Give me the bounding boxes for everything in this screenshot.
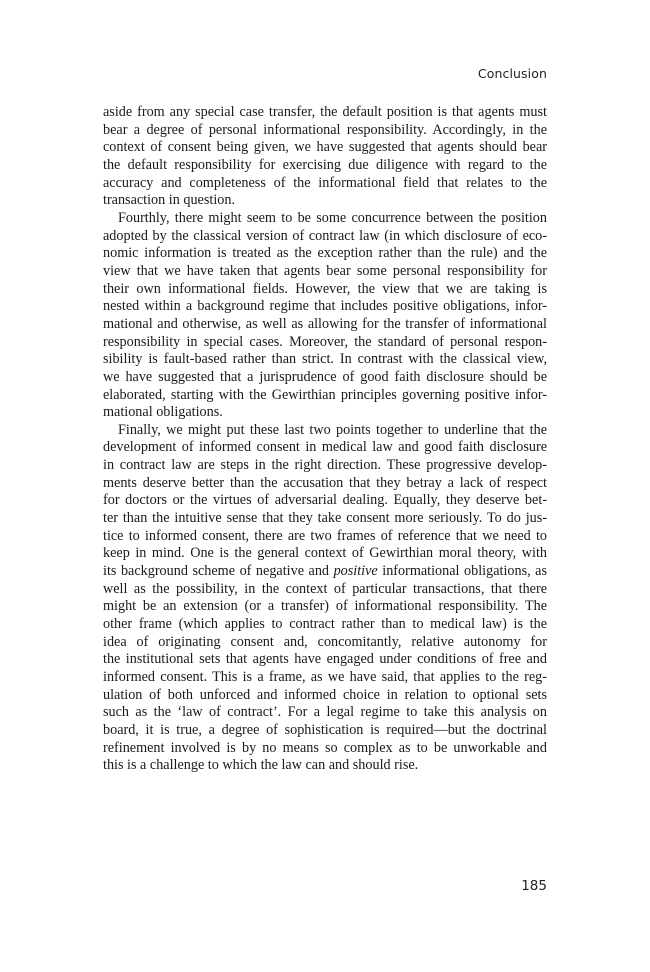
- text-line: might be an extension (or a transfer) of informational responsibility. The: [103, 598, 547, 615]
- text-line: responsibility in special cases. Moreover, the standard of personal respon-: [103, 333, 547, 350]
- text-line: Fourthly, there might seem to be some concurrence between the position: [118, 209, 547, 226]
- text-line: the institutional sets that agents have engaged under conditions of free and: [103, 651, 547, 668]
- paragraph: [103, 422, 547, 775]
- text-line: ulation of both unforced and informed choice in relation to optional sets: [103, 686, 547, 703]
- text-line: transaction in question.: [103, 192, 235, 209]
- text-line: bear a degree of personal informational responsibility. Accordingly, in the: [103, 121, 547, 138]
- text-line: such as the ‘law of contract’. For a legal regime to take this analysis on: [103, 704, 547, 721]
- text-line: nested within a background regime that includes positive obligations, infor-: [103, 298, 547, 315]
- text-line: adopted by the classical version of contract law (in which disclosure of eco-: [103, 227, 547, 244]
- text-line: ter than the intuitive sense that they take consent more seriously. To do jus-: [103, 510, 547, 527]
- text-line: sibility is fault-based rather than strict. In contrast with the classical view,: [103, 351, 547, 368]
- text-line: we have suggested that a jurisprudence of good faith disclosure should be: [103, 368, 547, 385]
- text-line: refinement involved is by no means so complex as to be unworkable and: [103, 739, 547, 756]
- text-line: elaborated, starting with the Gewirthian principles governing positive infor-: [103, 386, 547, 403]
- text-line: for doctors or the virtues of adversarial dealing. Equally, they deserve bet-: [103, 492, 547, 509]
- text-line: keep in mind. One is the general context of Gewirthian moral theory, with: [103, 545, 547, 562]
- text-line: tice to informed consent, there are two frames of reference that we need to: [103, 527, 547, 544]
- text-line: the default responsibility for exercising due diligence with regard to the: [103, 156, 547, 173]
- text-line: aside from any special case transfer, the default position is that agents must: [103, 104, 547, 120]
- text-line: in contract law are steps in the right direction. These progressive develop-: [103, 457, 547, 474]
- text-line: this is a challenge to which the law can and should rise.: [103, 757, 419, 774]
- text-line: other frame (which applies to contract rather than to medical law) is the: [103, 616, 547, 633]
- text-line: view that we have taken that agents bear some personal responsibility for: [103, 262, 547, 279]
- text-line: board, it is true, a degree of sophistication is required—but the doctrinal: [103, 721, 547, 738]
- text-line: context of consent being given, we have suggested that agents should bear: [103, 139, 547, 156]
- paragraph: [103, 104, 547, 210]
- text-line: mational obligations.: [103, 404, 223, 421]
- page-number: 185: [521, 878, 547, 894]
- text-line: mational and otherwise, as well as allowing for the transfer of informational: [103, 315, 547, 332]
- text-line: nomic information is treated as the exception rather than the rule) and the: [103, 245, 547, 262]
- running-head: Conclusion: [477, 66, 547, 81]
- text-line: its background scheme of negative and positive informational obligations, as: [103, 563, 548, 580]
- paragraph: [103, 210, 547, 422]
- text-line: Finally, we might put these last two points together to underline that the: [118, 421, 547, 438]
- body-text: [103, 104, 547, 775]
- text-line: ments deserve better than the accusation that they betray a lack of respect: [103, 474, 547, 491]
- text-line: well as the possibility, in the context of particular transactions, that there: [103, 580, 547, 597]
- text-line: their own informational fields. However, the view that we are taking is: [103, 280, 547, 297]
- text-line: accuracy and completeness of the informational field that relates to the: [103, 174, 547, 191]
- text-line: idea of originating consent and, concomitantly, relative autonomy for: [103, 633, 547, 650]
- text-line: development of informed consent in medical law and good faith disclosure: [103, 439, 547, 456]
- text-line: informed consent. This is a frame, as we have said, that applies to the reg-: [103, 669, 547, 685]
